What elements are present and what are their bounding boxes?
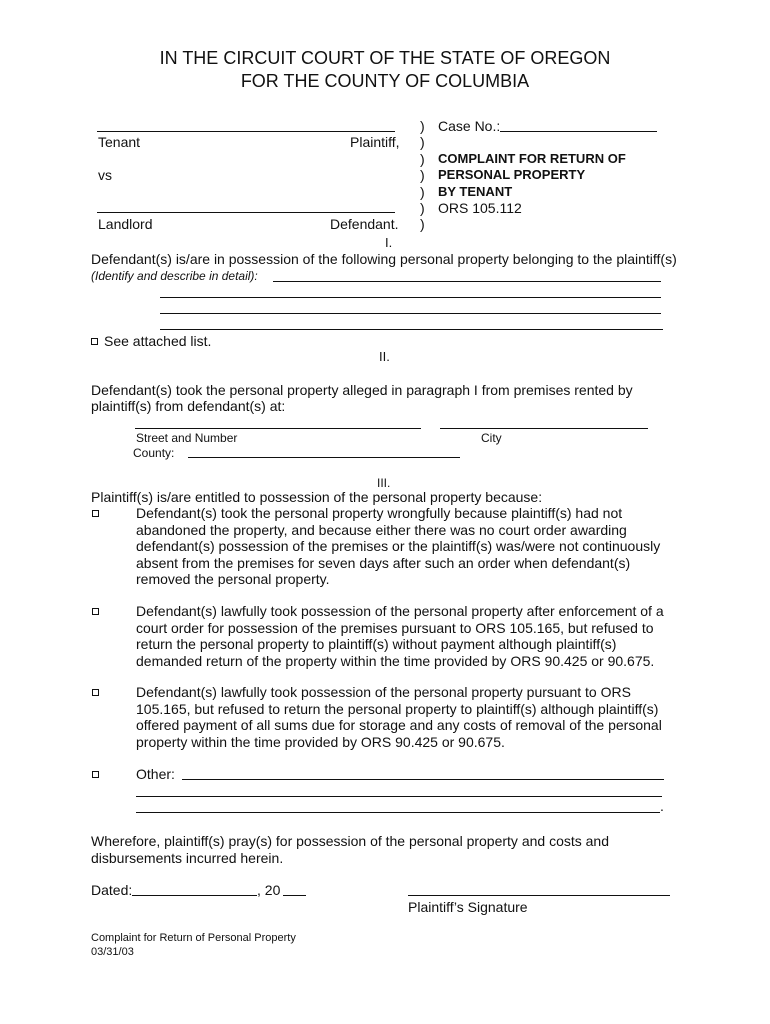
city-label: City (481, 431, 502, 445)
footer-form-date: 03/31/03 (91, 946, 134, 958)
landlord-name-line[interactable] (97, 212, 395, 213)
county-label: County: (133, 446, 175, 460)
dated-line[interactable] (132, 895, 257, 896)
option-b-text (136, 603, 676, 669)
caption-paren: ) (420, 167, 425, 183)
tenant-label: Tenant (98, 134, 141, 150)
option-a-line: absent from the premises for seven days after such an order when defendant(s) (136, 554, 631, 571)
vs-label: vs (98, 167, 112, 183)
option-b-line: demanded return of the property within the time provided by ORS 90.425 or 90.675. (136, 652, 655, 669)
statute-reference: ORS 105.112 (438, 200, 522, 216)
attached-list-checkbox[interactable] (91, 338, 98, 345)
option-b-line: Defendant(s) lawfully took possession of the personal property after enforcement of a (136, 603, 664, 619)
street-label: Street and Number (136, 431, 238, 445)
caption-paren: ) (420, 134, 425, 150)
other-line-3[interactable] (136, 812, 660, 813)
option-a-line: Defendant(s) took the personal property wrongfully because plaintiff(s) had not (136, 505, 623, 521)
case-number-line[interactable] (500, 131, 657, 132)
landlord-label: Landlord (98, 216, 153, 232)
year-prefix: , 20 (257, 882, 281, 898)
tenant-name-line[interactable] (97, 131, 395, 132)
caption-paren: ) (420, 151, 425, 167)
section-3-intro: Plaintiff(s) is/are entitled to possession of the personal property because: (91, 489, 543, 505)
section-1-text: Defendant(s) is/are in possession of the following personal property belonging to the plaintiff(s) (91, 251, 677, 267)
year-line[interactable] (283, 895, 306, 896)
complaint-title-2: PERSONAL PROPERTY (438, 167, 586, 182)
option-b-checkbox[interactable] (92, 608, 99, 615)
option-b-line: court order for possession of the premises pursuant to ORS 105.165, but refused to (136, 619, 654, 636)
option-a-text (136, 505, 676, 588)
property-line-4[interactable] (160, 329, 663, 330)
wherefore-line-1: Wherefore, plaintiff(s) pray(s) for possession of the personal property and costs and (91, 833, 609, 849)
option-a-checkbox[interactable] (92, 510, 99, 517)
attached-list-label: See attached list. (104, 333, 212, 349)
option-a-line: removed the personal property. (136, 571, 330, 588)
caption-paren: ) (420, 118, 425, 134)
signature-label: Plaintiff’s Signature (408, 899, 528, 915)
caption-paren: ) (420, 184, 425, 200)
option-c-line: offered payment of all sums due for storage and any costs of removal of the personal (136, 717, 662, 734)
section-1-numeral: I. (385, 235, 393, 250)
case-number-label: Case No.: (438, 118, 501, 134)
street-line[interactable] (135, 428, 421, 429)
option-c-checkbox[interactable] (92, 689, 99, 696)
option-c-line: Defendant(s) lawfully took possession of the personal property pursuant to ORS (136, 684, 631, 700)
other-label: Other: (136, 766, 175, 782)
plaintiff-label: Plaintiff, (350, 134, 400, 150)
option-c-line: 105.165, but refused to return the personal property to plaintiff(s) although plaintiff(s) (136, 700, 659, 717)
signature-line[interactable] (408, 895, 670, 896)
wherefore-line-2: disbursements incurred herein. (91, 850, 284, 866)
option-a-line: abandoned the property, and because either there was no court order awarding (136, 521, 627, 538)
option-a-line: defendant(s) possession of the premises or the plaintiff(s) was/were not continuously (136, 538, 661, 555)
section-2-text-2: plaintiff(s) from defendant(s) at: (91, 398, 286, 414)
property-line-3[interactable] (160, 313, 661, 314)
defendant-label: Defendant. (330, 216, 399, 232)
complaint-title-1: COMPLAINT FOR RETURN OF (438, 151, 626, 166)
court-heading-line1: IN THE CIRCUIT COURT OF THE STATE OF OREGON (159, 48, 611, 68)
section-1-instruction: (Identify and describe in detail): (91, 269, 258, 283)
section-2-text-1: Defendant(s) took the personal property alleged in paragraph I from premises rented by (91, 382, 633, 398)
property-line-2[interactable] (160, 297, 661, 298)
court-heading-line2: FOR THE COUNTY OF COLUMBIA (240, 71, 530, 91)
section-2-numeral: II. (379, 349, 390, 364)
complaint-title-3: BY TENANT (438, 184, 513, 199)
option-other-checkbox[interactable] (92, 771, 99, 778)
city-line[interactable] (440, 428, 648, 429)
option-c-line: property within the time provided by ORS 90.425 or 90.675. (136, 733, 505, 750)
caption-paren: ) (420, 216, 425, 232)
county-line[interactable] (188, 457, 460, 458)
other-line-1[interactable] (182, 779, 664, 780)
dated-label: Dated: (91, 882, 133, 898)
caption-paren: ) (420, 200, 425, 216)
other-period: . (660, 798, 664, 814)
footer-form-name: Complaint for Return of Personal Property (91, 932, 296, 944)
option-b-line: return the personal property to plaintiff(s) without payment although plaintiff(s) (136, 636, 617, 653)
other-line-2[interactable] (136, 796, 662, 797)
option-c-text (136, 684, 676, 750)
section-3-numeral: III. (377, 476, 391, 490)
property-line-1[interactable] (273, 281, 661, 282)
